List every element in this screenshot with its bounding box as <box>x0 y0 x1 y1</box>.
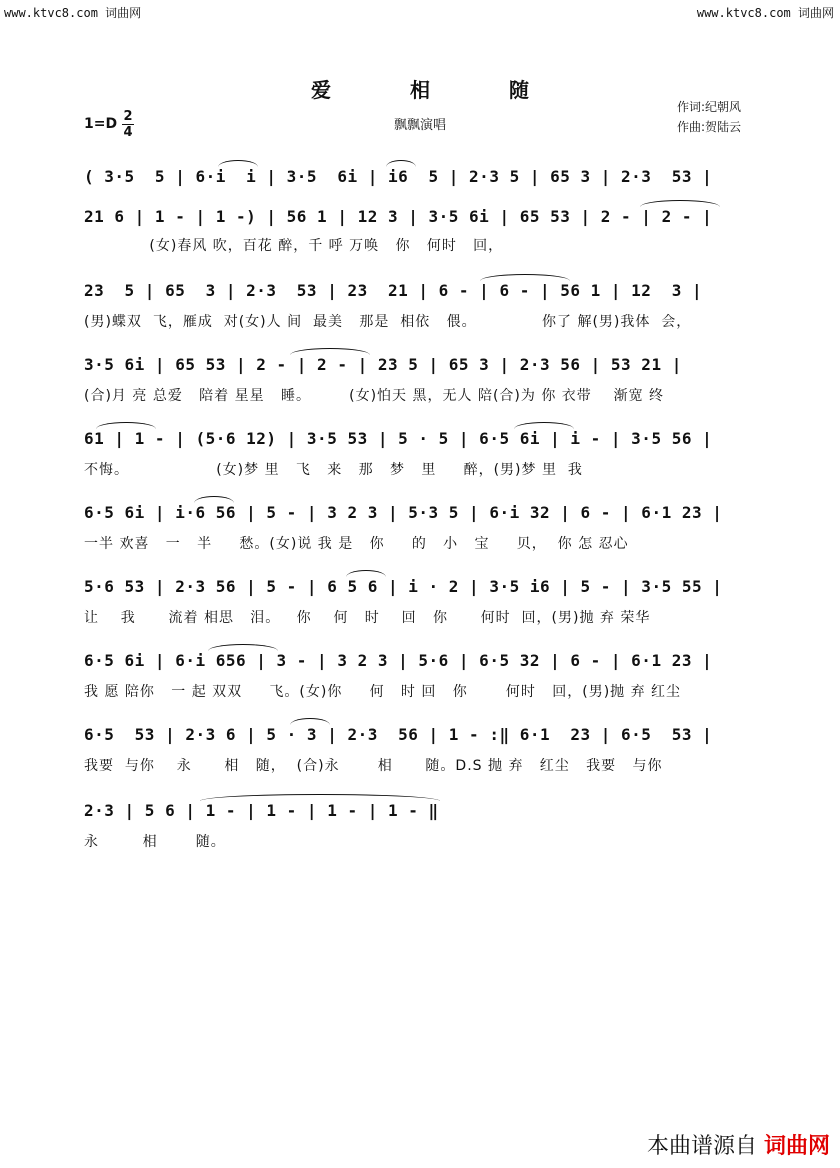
notation-line-2: 21 6 | 1 - | 1 -) | 56 1 | 12 3 | 3·5 6i | 65 53 | 2 - | 2 - | <box>84 207 713 226</box>
source-footer <box>647 1129 830 1160</box>
lyric-line-7: 让 我 流着 相思 泪。 你 何 时 回 你 何时 回，(男)抛 弃 荣华 <box>84 610 651 626</box>
slur-mark <box>200 794 440 801</box>
notation-line-1: ( 3·5 5 | 6·i i | 3·5 6i | i6 5 | 2·3 5 | 65 3 | 2·3 53 | <box>84 167 713 186</box>
composer-credit: 作曲:贺陆云 <box>677 120 742 134</box>
slur-mark <box>480 274 570 281</box>
notation-line-9: 6·5 53 | 2·3 6 | 5 · 3 | 2·3 56 | 1 - :‖ 6·1 23 | 6·5 53 | <box>84 725 713 744</box>
slur-mark <box>218 160 258 167</box>
slur-mark <box>290 718 330 725</box>
slur-mark <box>514 422 574 429</box>
footer-site-name: 词曲网 <box>763 1134 830 1159</box>
time-signature-bottom: 4 <box>123 125 133 140</box>
slur-mark <box>290 348 370 355</box>
key-signature: 1=D <box>84 116 118 132</box>
lyricist-credit: 作词:纪朝风 <box>677 100 742 114</box>
slur-mark <box>346 570 386 577</box>
slur-mark <box>194 496 234 503</box>
lyric-line-3: (男)蝶双 飞，雁成 对(女)人 间 最美 那是 相依 偎。 你了 解(男)我体 会， <box>84 314 692 330</box>
slur-mark <box>386 160 416 167</box>
singer-credit: 飘飘演唱 <box>393 118 446 133</box>
notation-line-7: 5·6 53 | 2·3 56 | 5 - | 6 5 6 | i · 2 | 3·5 i6 | 5 - | 3·5 55 | <box>84 577 723 596</box>
lyric-line-5: 不悔。 (女)梦 里 飞 来 那 梦 里 醉，(男)梦 里 我 <box>84 462 583 478</box>
song-title: 爱 相 随 <box>311 78 565 102</box>
notation-line-5: 61 | 1 - | (5·6 12) | 3·5 53 | 5 · 5 | 6·5 6i | i - | 3·5 56 | <box>84 429 713 448</box>
notation-line-8: 6·5 6i | 6·i 656 | 3 - | 3 2 3 | 5·6 | 6·5 32 | 6 - | 6·1 23 | <box>84 651 713 670</box>
lyric-line-4: (合)月 亮 总爱 陪着 星星 睡。 (女)怕天 黑，无人 陪(合)为 你 衣带 渐宽 终 <box>84 388 665 404</box>
time-signature-top: 2 <box>123 109 133 124</box>
lyric-line-9: 我要 与你 永 相 随， (合)永 相 随。D.S 抛 弃 红尘 我要 与你 <box>84 758 663 774</box>
lyric-line-6: 一半 欢喜 一 半 愁。(女)说 我 是 你 的 小 宝 贝， 你 怎 忍心 <box>84 536 629 552</box>
lyric-line-2: (女)春风 吹，百花 醉，千 呼 万唤 你 何时 回， <box>84 238 504 254</box>
slur-mark <box>96 422 156 429</box>
lyric-line-10: 永 相 随。 <box>84 834 226 850</box>
time-signature <box>122 110 134 139</box>
footer-source-text: 本曲谱源自 <box>646 1134 757 1159</box>
site-watermark-right: www.ktvc8.com 词曲网 <box>696 6 834 20</box>
notation-line-6: 6·5 6i | i·6 56 | 5 - | 3 2 3 | 5·3 5 | 6·i 32 | 6 - | 6·1 23 | <box>84 503 723 522</box>
slur-mark <box>640 200 720 207</box>
lyric-line-8: 我 愿 陪你 一 起 双双 飞。(女)你 何 时 回 你 何时 回，(男)抛 弃 红尘 <box>84 684 682 700</box>
notation-line-3: 23 5 | 65 3 | 2·3 53 | 23 21 | 6 - | 6 - | 56 1 | 12 3 | <box>84 281 703 300</box>
notation-line-4: 3·5 6i | 65 53 | 2 - | 2 - | 23 5 | 65 3 | 2·3 56 | 53 21 | <box>84 355 682 374</box>
notation-line-10: 2·3 | 5 6 | 1 - | 1 - | 1 - | 1 - ‖ <box>84 801 439 820</box>
site-watermark-left: www.ktvc8.com 词曲网 <box>4 6 142 20</box>
slur-mark <box>208 644 278 651</box>
